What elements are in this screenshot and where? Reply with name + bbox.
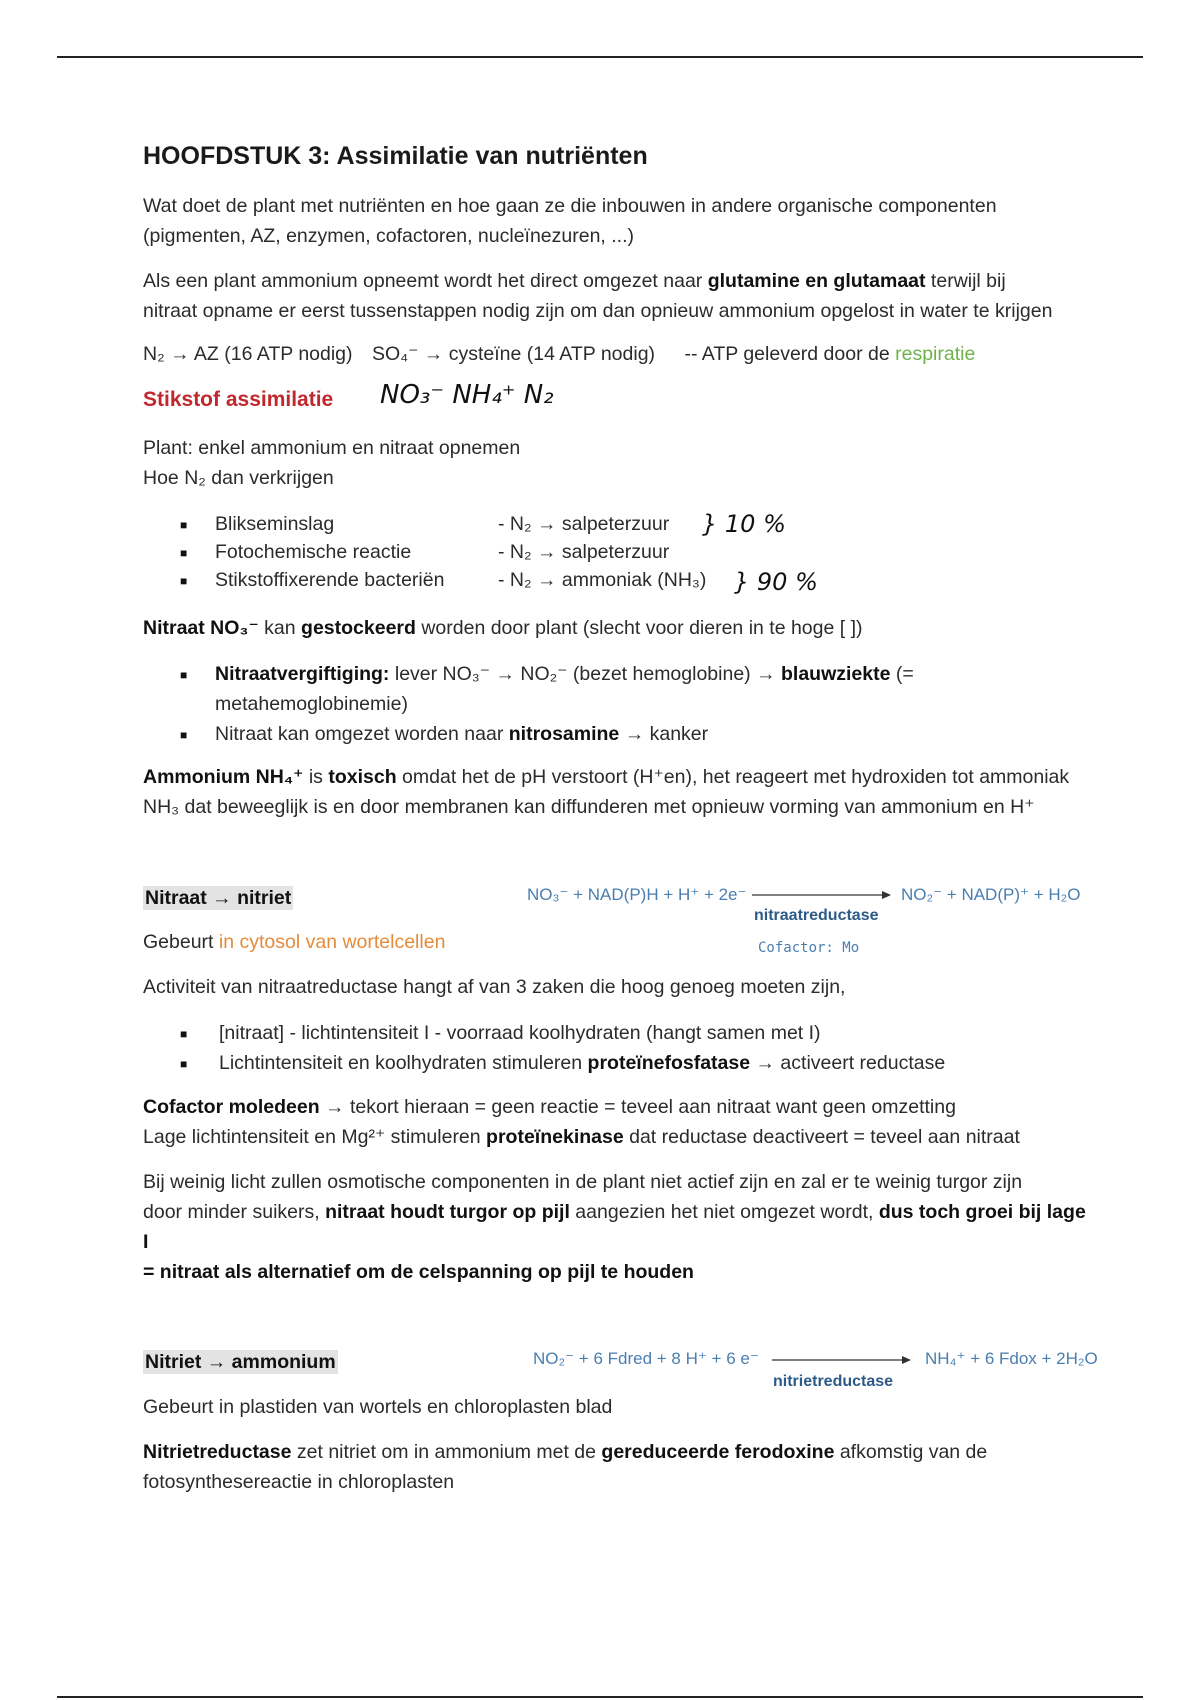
- text: lever NO₃⁻ → NO₂⁻ (bezet hemoglobine) →: [389, 663, 781, 685]
- text: Lichtintensiteit en koolhydraten stimuleren: [219, 1052, 588, 1074]
- handwritten-90-percent: } 90 %: [734, 568, 818, 596]
- n2-atp: N₂ → AZ (16 ATP nodig): [143, 343, 353, 365]
- bullet-icon: ■: [180, 546, 188, 560]
- top-rule: [57, 56, 1143, 58]
- source-label: Blikseminslag: [215, 513, 335, 535]
- bold-text: gestockeerd: [301, 617, 416, 639]
- atp-line: [143, 339, 1143, 369]
- text: → tekort hieraan = geen reactie = teveel aan nitraat want geen omzetting: [319, 1096, 956, 1118]
- text: terwijl bij: [925, 270, 1006, 292]
- bold-text: nitraat houdt turgor op pijl: [325, 1201, 570, 1223]
- text: Bij weinig licht zullen osmotische componenten in de plant niet actief zijn en zal er te weinig turgor zijn: [143, 1171, 1023, 1193]
- bullet-icon: ■: [180, 518, 188, 532]
- text: omdat het de pH verstoort (H⁺en), het reageert met hydroxiden tot ammoniak: [396, 766, 1070, 788]
- text: Nitraat kan omgezet worden naar: [215, 723, 509, 745]
- text: afkomstig van de: [834, 1441, 988, 1463]
- bold-text: toxisch: [328, 766, 397, 788]
- section-nitraat-nitriet-heading: [143, 883, 293, 913]
- bullet-icon: ■: [180, 1027, 188, 1041]
- text: nitraat opname er eerst tussenstappen nodig zijn om dan opnieuw ammonium opgelost in water te krijgen: [143, 300, 1053, 322]
- page-title: HOOFDSTUK 3: Assimilatie van nutriënten: [143, 142, 648, 170]
- text: Hoe N₂ dan verkrijgen: [143, 467, 334, 489]
- bold-text: proteïnefosfatase: [587, 1052, 751, 1074]
- bullet-icon: ■: [180, 574, 188, 588]
- text: fotosynthesereactie in chloroplasten: [143, 1471, 455, 1493]
- bullet-icon: ■: [180, 668, 188, 682]
- source-label: Stikstoffixerende bacteriën: [215, 569, 445, 591]
- highlighted-heading: Nitraat → nitriet: [145, 887, 292, 909]
- bold-text: glutamine en glutamaat: [707, 270, 926, 292]
- nitraat-bullets: [180, 659, 1160, 749]
- list-item: [180, 719, 1160, 749]
- nitraat-equation-right: NO₂⁻ + NAD(P)⁺ + H₂O: [901, 885, 1081, 904]
- text: worden door plant (slecht voor dieren in te hoge [ ]): [415, 617, 863, 639]
- source-detail: - N₂ → ammoniak (NH₃): [498, 569, 707, 591]
- bold-text: Cofactor moledeen: [143, 1096, 320, 1118]
- ammonium-paragraph: [143, 762, 1153, 822]
- source-detail: - N₂ → salpeterzuur: [498, 541, 670, 563]
- bold-text: nitrosamine: [508, 723, 620, 745]
- respiratie-text: respiratie: [895, 343, 976, 365]
- source-detail: - N₂ → salpeterzuur: [498, 513, 670, 535]
- turgor-paragraph: [143, 1167, 1163, 1287]
- source-label: Fotochemische reactie: [215, 541, 412, 563]
- nitrietreductase-label: nitrietreductase: [773, 1373, 894, 1390]
- nitraat-paragraph: [143, 613, 1153, 643]
- list-item: [180, 565, 800, 593]
- highlighted-heading: Nitriet → ammonium: [145, 1351, 336, 1373]
- text: zet nitriet om in ammonium met de: [291, 1441, 602, 1463]
- so4-atp: SO₄⁻ → cysteïne (14 ATP nodig): [371, 343, 656, 365]
- nitriet-equation-right: NH₄⁺ + 6 Fdox + 2H₂O: [925, 1349, 1098, 1368]
- bold-text: I: [143, 1231, 149, 1253]
- text: → kanker: [619, 723, 709, 745]
- handwritten-formulas: NO₃⁻ NH₄⁺ N₂: [380, 380, 554, 410]
- activity-line: Activiteit van nitraatreductase hangt af van 3 zaken die hoog genoeg moeten zijn,: [143, 976, 846, 998]
- plant-lines: [143, 433, 520, 493]
- cofactor-paragraph: [143, 1092, 1153, 1152]
- bottom-rule: [57, 1696, 1143, 1698]
- nitraatreductase-label: nitraatreductase: [754, 907, 879, 924]
- text: Als een plant ammonium opneemt wordt het direct omgezet naar: [143, 270, 708, 292]
- text: (=: [890, 663, 914, 685]
- bullet-icon: ■: [180, 1057, 188, 1071]
- stikstof-heading: Stikstof assimilatie: [143, 388, 334, 411]
- text: metahemoglobinemie): [215, 693, 408, 715]
- bullet-icon: ■: [180, 728, 188, 742]
- reaction-arrow-icon: [772, 1353, 912, 1367]
- bold-text: dus toch groei bij lage: [878, 1201, 1086, 1223]
- cofactor-label: Cofactor: Mo: [758, 940, 860, 956]
- bold-text: Nitraat NO₃⁻: [143, 617, 259, 639]
- text: dat reductase deactiveert = teveel aan nitraat: [623, 1126, 1020, 1148]
- list-item: [180, 1018, 1160, 1048]
- handwritten-10-percent: } 10 %: [702, 510, 786, 538]
- text: is: [303, 766, 329, 788]
- gebeurt-plastiden: Gebeurt in plastiden van wortels en chloroplasten blad: [143, 1396, 613, 1418]
- list-item: [180, 537, 800, 565]
- intro-line-1: Wat doet de plant met nutriënten en hoe gaan ze die inbouwen in andere organische componenten: [143, 195, 997, 217]
- text: → activeert reductase: [750, 1052, 946, 1074]
- gebeurt-cytosol: [143, 927, 445, 957]
- intro-line-2: (pigmenten, AZ, enzymen, cofactoren, nucleïnezuren, ...): [143, 225, 635, 247]
- nitraat-equation-left: NO₃⁻ + NAD(P)H + H⁺ + 2e⁻: [527, 885, 747, 904]
- text: aangezien het niet omgezet wordt,: [569, 1201, 879, 1223]
- orange-text: in cytosol van wortelcellen: [218, 931, 446, 953]
- bold-text: proteïnekinase: [486, 1126, 624, 1148]
- text: kan: [258, 617, 302, 639]
- text: Lage lichtintensiteit en Mg²⁺ stimuleren: [143, 1126, 487, 1148]
- bold-text: = nitraat als alternatief om de celspanning op pijl te houden: [143, 1261, 694, 1283]
- list-item: [180, 1048, 1160, 1078]
- ammonium-intro-paragraph: [143, 266, 1153, 326]
- bold-text: gereduceerde ferodoxine: [601, 1441, 835, 1463]
- text: Plant: enkel ammonium en nitraat opnemen: [143, 437, 521, 459]
- list-item: [180, 659, 1160, 719]
- reaction-arrow-icon: [752, 888, 892, 902]
- nitrietreductase-paragraph: [143, 1437, 1153, 1497]
- text: Gebeurt: [143, 931, 219, 953]
- nitriet-equation-left: NO₂⁻ + 6 Fdred + 8 H⁺ + 6 e⁻: [533, 1349, 759, 1368]
- text: [nitraat] - lichtintensiteit I - voorraad koolhydraten (hangt samen met I): [219, 1022, 821, 1044]
- intro-paragraph: [143, 191, 1143, 251]
- section-nitriet-ammonium-heading: [143, 1347, 338, 1377]
- atp-prefix: -- ATP geleverd door de: [684, 343, 896, 365]
- text: NH₃ dat beweeglijk is en door membranen kan diffunderen met opnieuw vorming van ammonium en H⁺: [143, 796, 1035, 818]
- bold-text: Nitrietreductase: [143, 1441, 292, 1463]
- bold-text: Ammonium NH₄⁺: [143, 766, 304, 788]
- activity-bullets: [180, 1018, 1160, 1078]
- bold-text: blauwziekte: [781, 663, 891, 685]
- bold-text: Nitraatvergiftiging:: [215, 663, 390, 685]
- text: door minder suikers,: [143, 1201, 326, 1223]
